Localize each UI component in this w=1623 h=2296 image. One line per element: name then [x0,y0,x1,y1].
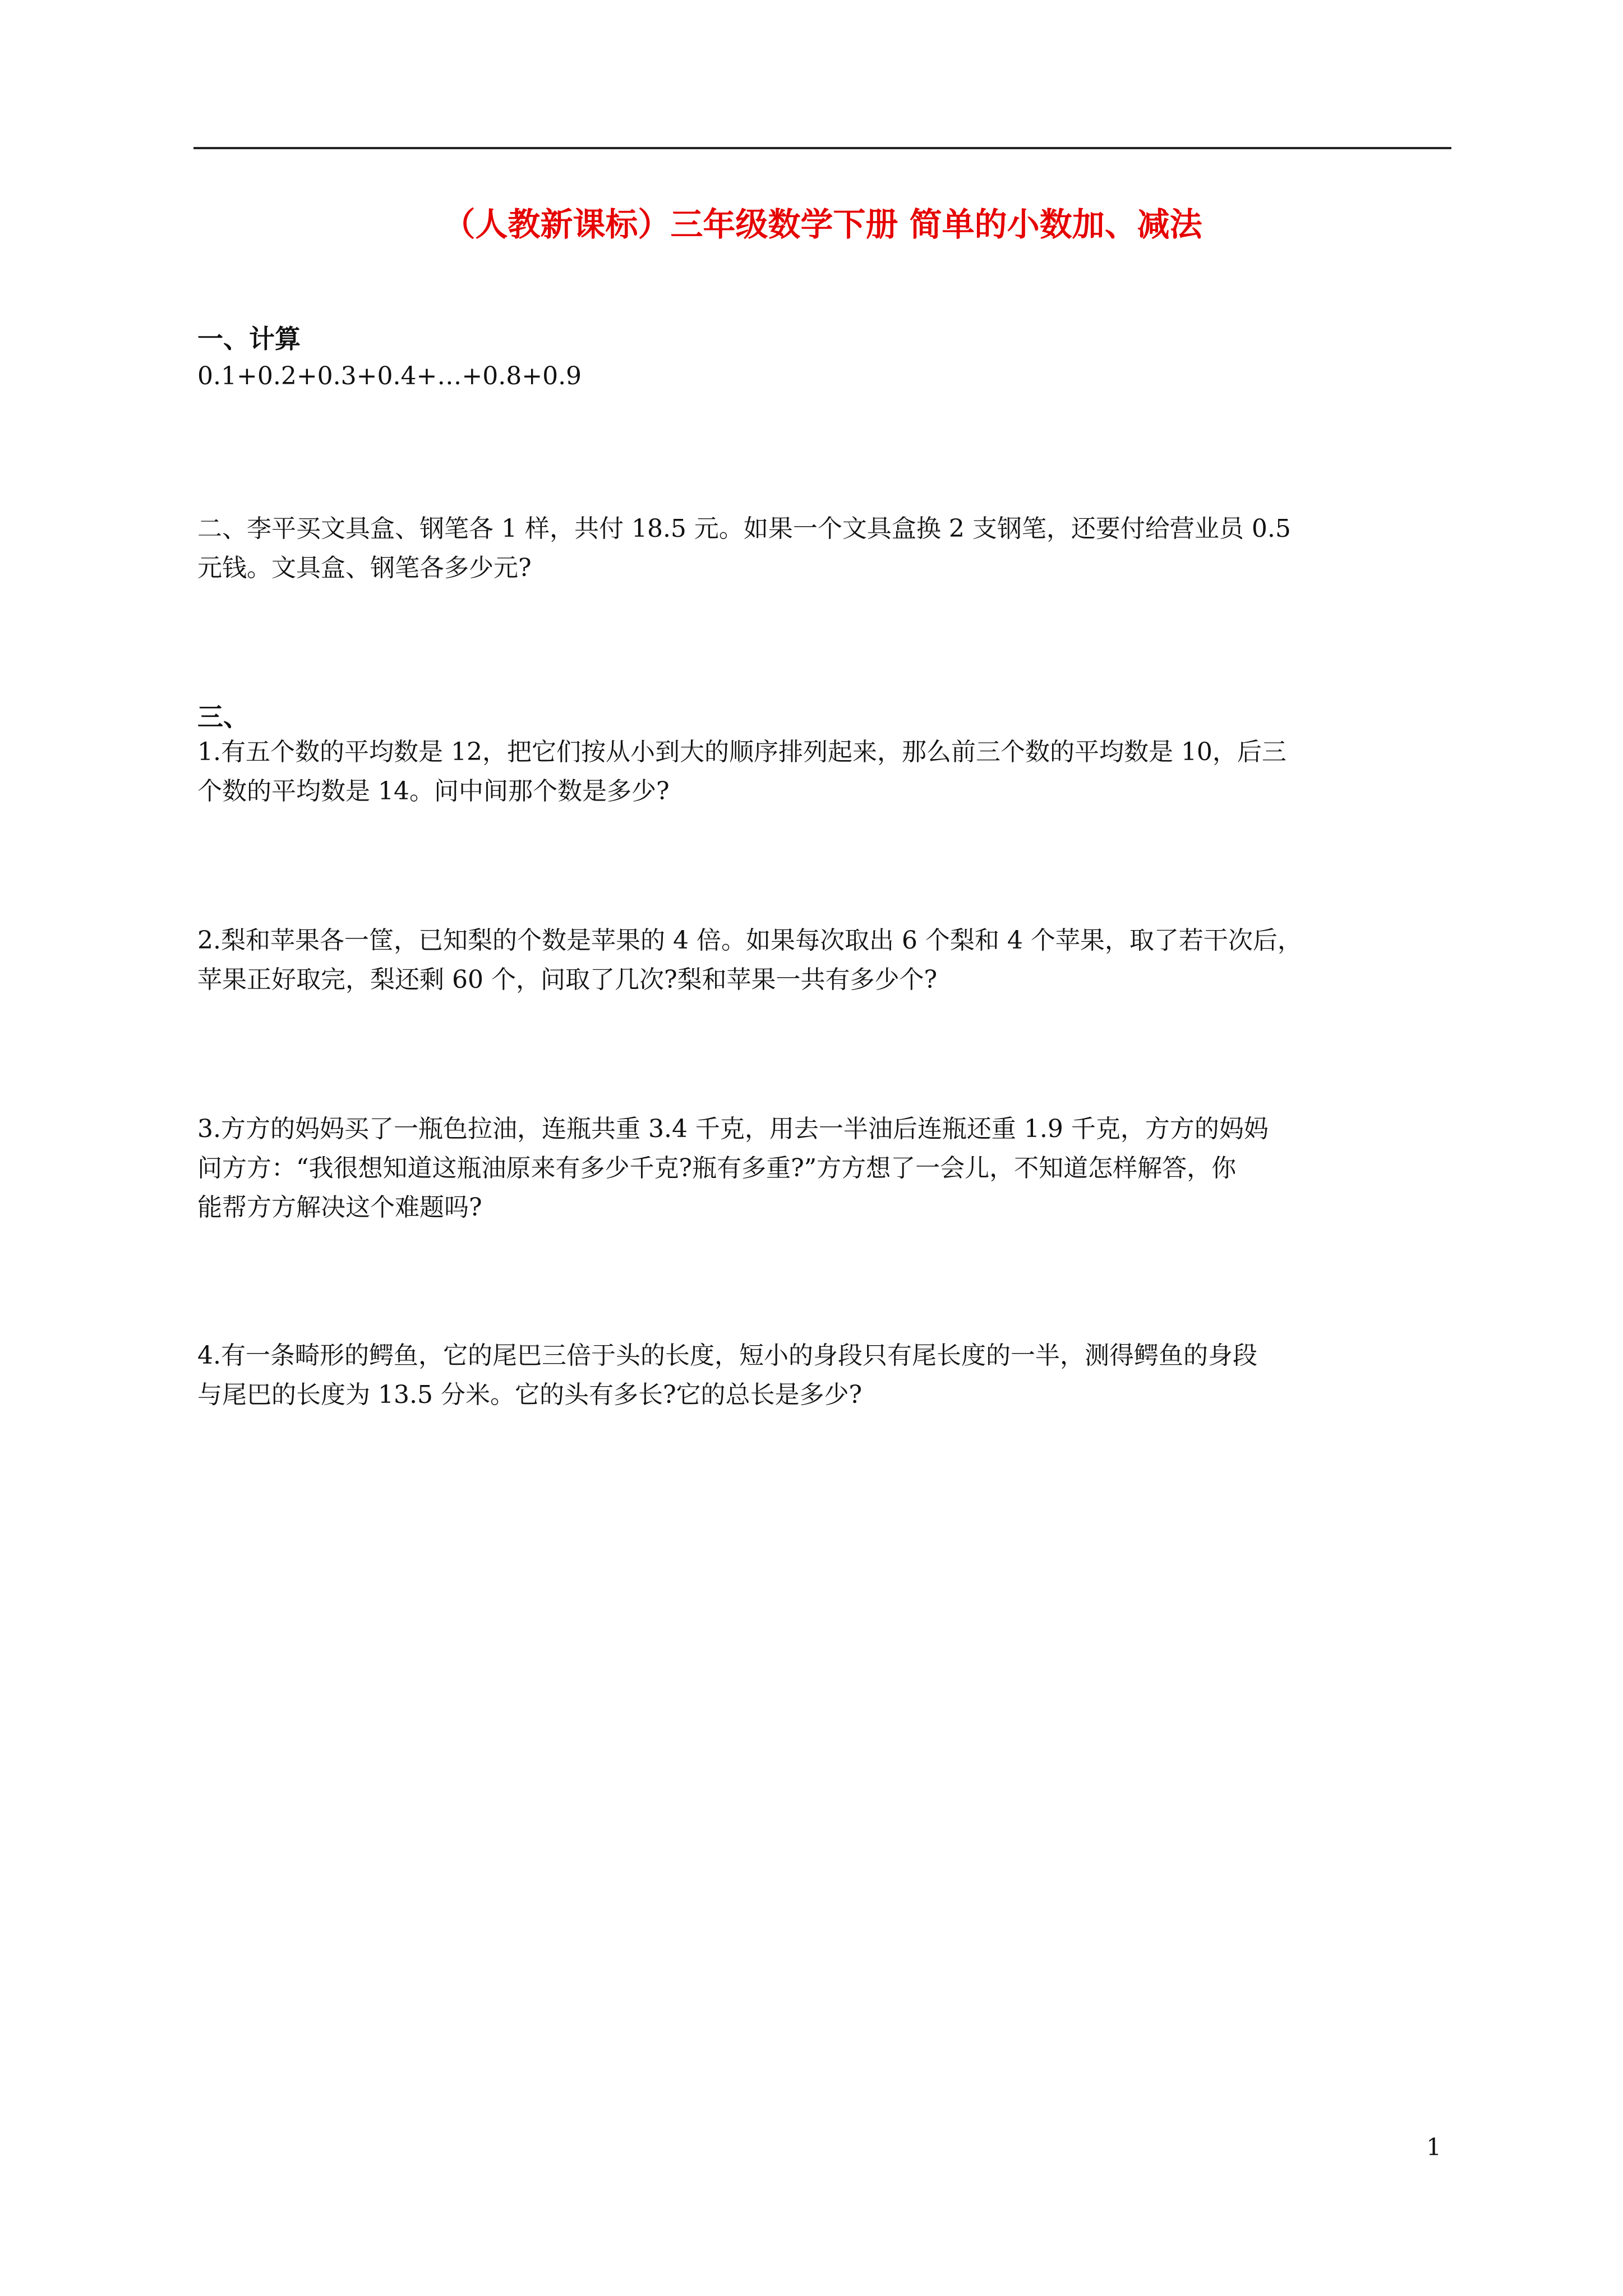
problem-line: 问方方：“我很想知道这瓶油原来有多少千克?瓶有多重?”方方想了一会儿，不知道怎样解答，你 [197,1154,1237,1182]
problem-line: 个数的平均数是 14。问中间那个数是多少? [197,777,670,806]
problem-line: 4.有一条畸形的鳄鱼，它的尾巴三倍于头的长度，短小的身段只有尾长度的一半，测得鳄鱼的身段 [197,1341,1257,1370]
section-three [197,699,1454,735]
problem-3 [197,1110,1454,1227]
section-heading-three: 三、 [197,702,249,732]
problem-line: 3.方方的妈妈买了一瓶色拉油，连瓶共重 3.4 千克，用去一半油后连瓶还重 1.9 千克，方方的妈妈 [197,1115,1269,1143]
problem-line: 与尾巴的长度为 13.5 分米。它的头有多长?它的总长是多少? [197,1381,863,1409]
problem-line: 二、李平买文具盒、钢笔各 1 样，共付 18.5 元。如果一个文具盒换 2 支钢笔，还要付给营业员 0.5 [197,514,1291,543]
header-rule [193,147,1451,149]
problem-line: 2.梨和苹果各一筐，已知梨的个数是苹果的 4 倍。如果每次取出 6 个梨和 4 个苹果，取了若干次后， [197,926,1302,955]
calculation-expression: 0.1+0.2+0.3+0.4+…+0.8+0.9 [197,362,582,390]
page-number: 1 [1426,2133,1441,2161]
problem-4 [197,1336,1454,1415]
problem-line: 苹果正好取完，梨还剩 60 个，问取了几次?梨和苹果一共有多少个? [197,965,938,994]
problem-1 [197,733,1454,811]
section-calculation [197,321,1454,396]
section-word-problem-stationery [197,509,1454,588]
document-title: （人教新课标）三年级数学下册 简单的小数加、减法 [442,205,1202,243]
problem-line: 1.有五个数的平均数是 12，把它们按从小到大的顺序排列起来，那么前三个数的平均数是 10，后三 [197,738,1287,766]
section-heading-calculation: 一、计算 [197,324,301,354]
problem-line: 元钱。文具盒、钢笔各多少元? [197,554,532,582]
problem-line: 能帮方方解决这个难题吗? [197,1193,482,1222]
problem-2 [197,921,1454,1000]
